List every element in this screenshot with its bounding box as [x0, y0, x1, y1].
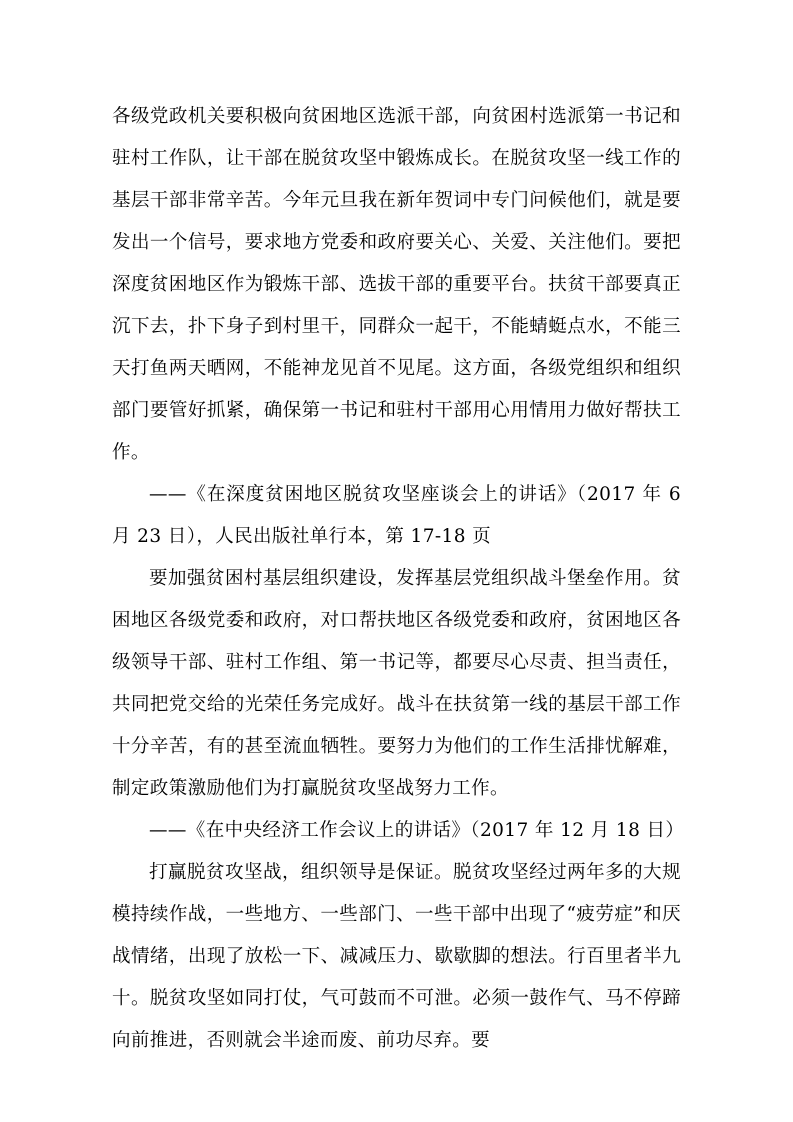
paragraph-1: 各级党政机关要积极向贫困地区选派干部，向贫困村选派第一书记和驻村工作队，让干部在脱贫攻坚中锻炼成长。在脱贫攻坚一线工作的基层干部非常辛苦。今年元旦我在新年贺词中专门问候他们，就是要发出一个信号，要求地方党委和政府要关心、关爱、关注他们。要把深度贫困地区作为锻炼干部、选拔干部的重要平台。扶贫干部要真正沉下去，扑下身子到村里干，同群众一起干，不能蜻蜓点水，不能三天打鱼两天晒网，不能神龙见首不见尾。这方面，各级党组织和组织部门要管好抓紧，确保第一书记和驻村干部用心用情用力做好帮扶工作。 — [112, 106, 681, 463]
source-citation-1: ——《在深度贫困地区脱贫攻坚座谈会上的讲话》（2017 年 6 月 23 日），人民出版社单行本，第 17-18 页 — [112, 484, 681, 547]
source-citation-2: ——《在中央经济工作会议上的讲话》（2017 年 12 月 18 日） — [149, 820, 685, 841]
paragraph-3: 打赢脱贫攻坚战，组织领导是保证。脱贫攻坚经过两年多的大规模持续作战，一些地方、一些部门、一些干部中出现了“疲劳症”和厌战情绪，出现了放松一下、减减压力、歇歇脚的想法。行百里者半九十。脱贫攻坚如同打仗，气可鼓而不可泄。必须一鼓作气、马不停蹄向前推进，否则就会半途而废、前功尽弃。要 — [112, 862, 681, 1051]
paragraph-2: 要加强贫困村基层组织建设，发挥基层党组织战斗堡垒作用。贫困地区各级党委和政府，对口帮扶地区各级党委和政府，贫困地区各级领导干部、驻村工作组、第一书记等，都要尽心尽责、担当责任，共同把党交给的光荣任务完成好。战斗在扶贫第一线的基层干部工作十分辛苦，有的甚至流血牺牲。要努力为他们的工作生活排忧解难，制定政策激励他们为打赢脱贫攻坚战努力工作。 — [112, 568, 681, 799]
document-body — [112, 96, 685, 1062]
